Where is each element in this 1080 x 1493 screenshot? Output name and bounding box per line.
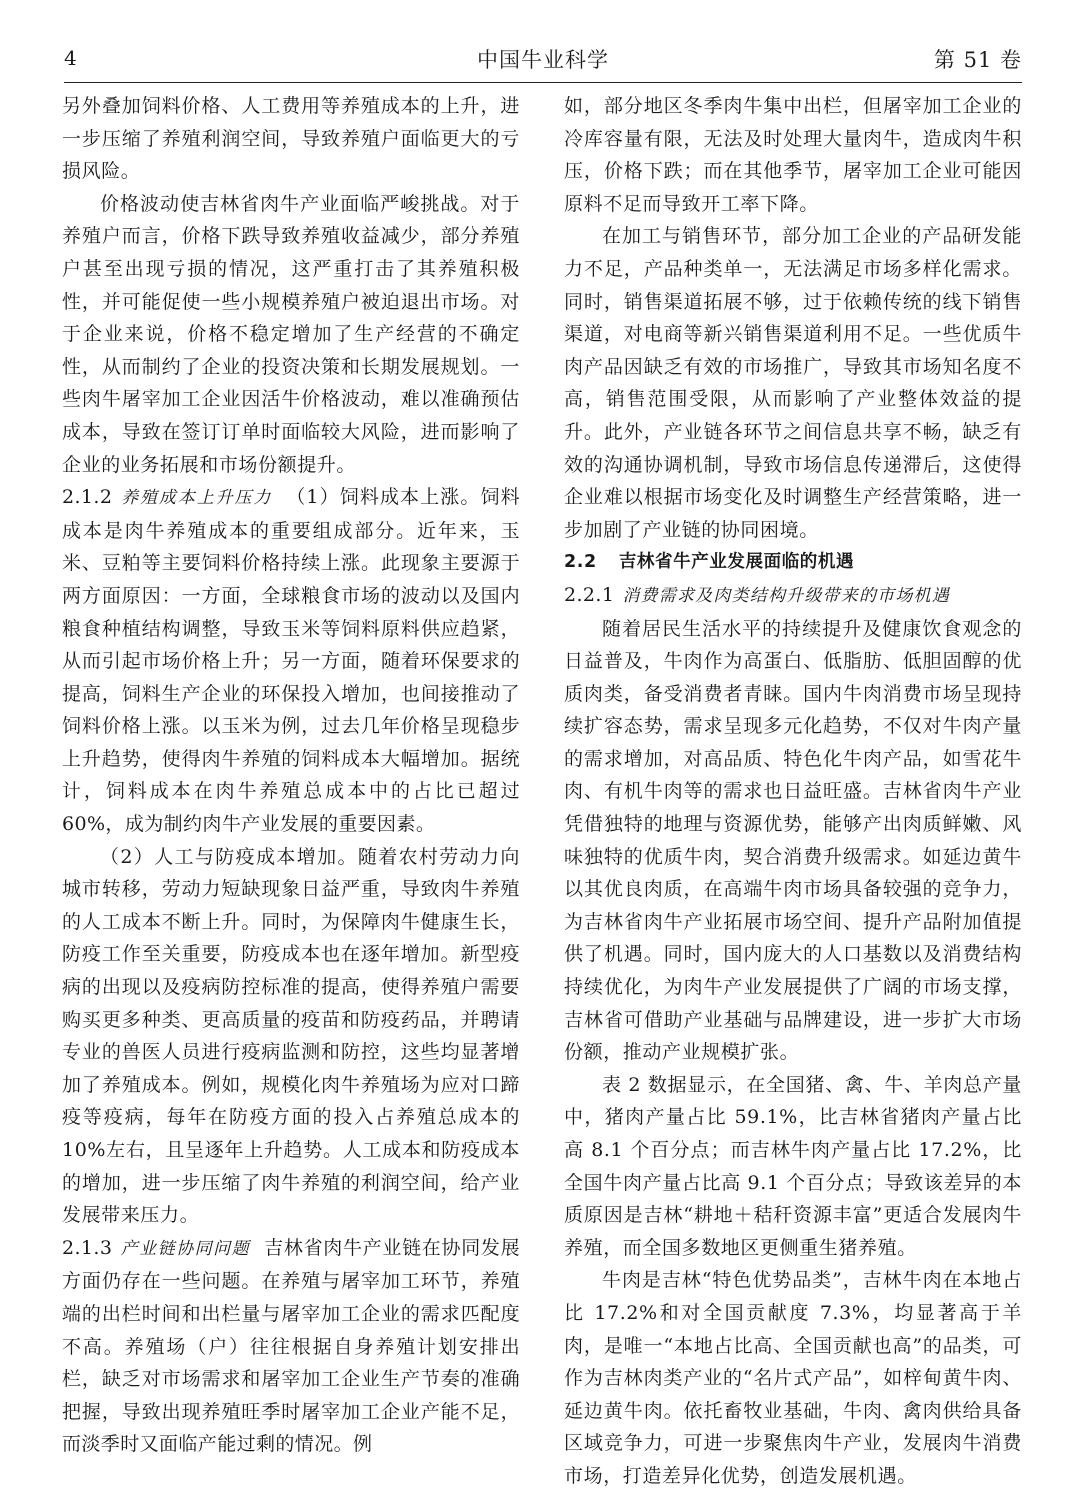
paragraph: 牛肉是吉林“特色优势品类”，吉林牛肉在本地占比 17.2%和对全国贡献度 7.3%，均显著高于羊肉，是唯一“本地占比高、全国贡献也高”的品类，可作为吉林肉类产业的“名片式产品”，如梓甸黄牛肉、延边黄牛肉。依托畜牧业基础，牛肉、禽肉供给具备区域竞争力，可进一步聚焦肉牛产业，发展肉牛消费市场，打造差异化优势，创造发展机遇。 bbox=[564, 1269, 1022, 1487]
section-title: 消费需求及肉类结构升级带来的市场机遇 bbox=[622, 585, 950, 606]
section-title: 养殖成本上升压力 bbox=[120, 488, 273, 509]
paragraph: 如，部分地区冬季肉牛集中出栏，但屠宰加工企业的冷库容量有限，无法及时处理大量肉牛，造成肉牛积压，价格下跌；而在其他季节，屠宰加工企业可能因原料不足而导致开工率下降。 bbox=[564, 95, 1022, 215]
left-column bbox=[62, 90, 520, 1461]
right-column bbox=[564, 90, 1022, 1493]
paragraph: 另外叠加饲料价格、人工费用等养殖成本的上升，进一步压缩了养殖利润空间，导致养殖户面临更大的亏损风险。 bbox=[62, 95, 520, 183]
section-2-1-3 bbox=[62, 1232, 520, 1461]
section-title: 吉林省牛产业发展面临的机遇 bbox=[618, 552, 855, 573]
journal-title: 中国牛业科学 bbox=[477, 48, 609, 72]
section-title: 产业链协同问题 bbox=[120, 1238, 251, 1259]
paragraph: 价格波动使吉林省肉牛产业面临严峻挑战。对于养殖户而言，价格下跌导致养殖收益减少，部分养殖户甚至出现亏损的情况，这严重打击了其养殖积极性，并可能促使一些小规模养殖户被迫退出市场。对于企业来说，价格不稳定增加了生产经营的不确定性，从而制约了企业的投资决策和长期发展规划。一些肉牛屠宰加工企业因活牛价格波动，难以准确预估成本，导致在签订订单时面临较大风险，进而影响了企业的业务拓展和市场份额提升。 bbox=[62, 192, 520, 476]
paragraph: 表 2 数据显示，在全国猪、禽、牛、羊肉总产量中，猪肉产量占比 59.1%，比吉林省猪肉产量占比高 8.1 个百分点；而吉林牛肉产量占比 17.2%，比全国牛肉产量占比高 9.1 个百分点；导致该差异的本质原因是吉林“耕地＋秸秆资源丰富”更适合发展肉牛养殖，而全国多数地区更侧重生猪养殖。 bbox=[564, 1073, 1022, 1259]
page-number: 4 bbox=[64, 46, 77, 70]
section-number: 2.2 bbox=[564, 552, 597, 573]
paragraph: （2）人工与防疫成本增加。随着农村劳动力向城市转移，劳动力短缺现象日益严重，导致肉牛养殖的人工成本不断上升。同时，为保障肉牛健康生长，防疫工作至关重要，防疫成本也在逐年增加。新型疫病的出现以及疫病防控标准的提高，使得养殖户需要购买更多种类、更高质量的疫苗和防疫药品，并聘请专业的兽医人员进行疫病监测和防控，这些均显著增加了养殖成本。例如，规模化肉牛养殖场为应对口蹄疫等疫病，每年在防疫方面的投入占养殖总成本的 10%左右，且呈逐年上升趋势。人工成本和防疫成本的增加，进一步压缩了肉牛养殖的利润空间，给产业发展带来压力。 bbox=[62, 845, 520, 1227]
section-number: 2.1.3 bbox=[62, 1236, 113, 1259]
section-number: 2.2.1 bbox=[564, 583, 615, 606]
section-text: 吉林省肉牛产业链在协同发展方面仍存在一些问题。在养殖与屠宰加工环节，养殖端的出栏时间和出栏量与屠宰加工企业的需求匹配度不高。养殖场（户）往往根据自身养殖计划安排出栏，缺乏对市场需求和屠宰加工企业生产节奏的准确把握，导致出现养殖旺季时屠宰加工企业产能不足，而淡季时又面临产能过剩的情况。例 bbox=[62, 1236, 520, 1456]
section-number: 2.1.2 bbox=[62, 486, 113, 509]
volume-label: 第 51 卷 bbox=[933, 48, 1022, 72]
header-divider bbox=[64, 82, 1022, 83]
section-2-2-heading bbox=[564, 546, 1022, 579]
section-2-2-1-heading bbox=[564, 579, 1022, 613]
section-text: （1）饲料成本上涨。饲料成本是肉牛养殖成本的重要组成部分。近年来，玉米、豆粕等主要饲料价格持续上涨。此现象主要源于两方面原因：一方面，全球粮食市场的波动以及国内粮食种植结构调整，导致玉米等饲料原料供应趋紧，从而引起市场价格上升；另一方面，随着环保要求的提高，饲料生产企业的环保投入增加，也间接推动了饲料价格上涨。以玉米为例，过去几年价格呈现稳步上升趋势，使得肉牛养殖的饲料成本大幅增加。据统计，饲料成本在肉牛养殖总成本中的占比已超过 60%，成为制约肉牛产业发展的重要因素。 bbox=[62, 486, 520, 836]
paragraph: 在加工与销售环节，部分加工企业的产品研发能力不足，产品种类单一，无法满足市场多样化需求。同时，销售渠道拓展不够，过于依赖传统的线下销售渠道，对电商等新兴销售渠道利用不足。一些优质牛肉产品因缺乏有效的市场推广，导致其市场知名度不高，销售范围受限，从而影响了产业整体效益的提升。此外，产业链各环节之间信息共享不畅，缺乏有效的沟通协调机制，导致市场信息传递滞后，这使得企业难以根据市场变化及时调整生产经营策略，进一步加剧了产业链的协同困境。 bbox=[564, 225, 1022, 541]
paragraph: 随着居民生活水平的持续提升及健康饮食观念的日益普及，牛肉作为高蛋白、低脂肪、低胆固醇的优质肉类，备受消费者青睐。国内牛肉消费市场呈现持续扩容态势，需求呈现多元化趋势，不仅对牛肉产量的需求增加，对高品质、特色化牛肉产品，如雪花牛肉、有机牛肉等的需求也日益旺盛。吉林省肉牛产业凭借独特的地理与资源优势，能够产出肉质鲜嫩、风味独特的优质牛肉，契合消费升级需求。如延边黄牛以其优良肉质，在高端牛肉市场具备较强的竞争力，为吉林省肉牛产业拓展市场空间、提升产品附加值提供了机遇。同时，国内庞大的人口基数以及消费结构持续优化，为肉牛产业发展提供了广阔的市场支撑，吉林省可借助产业基础与品牌建设，进一步扩大市场份额，推动产业规模扩张。 bbox=[564, 617, 1022, 1064]
page-header bbox=[64, 42, 1022, 82]
section-2-1-2 bbox=[62, 481, 520, 841]
